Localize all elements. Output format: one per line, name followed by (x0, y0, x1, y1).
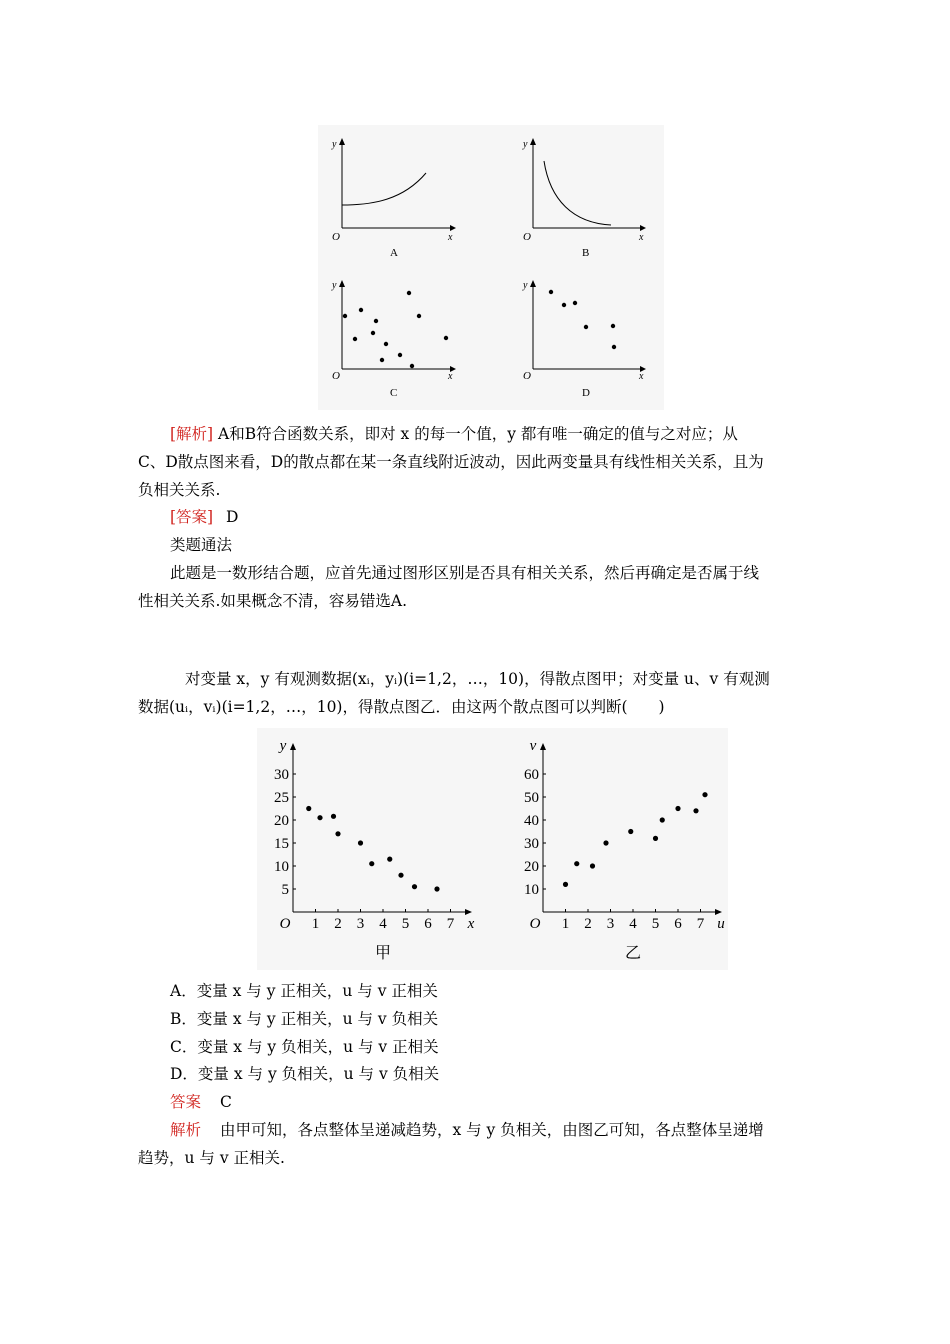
axis-y-label: y (332, 139, 337, 150)
answer2 (170, 1091, 850, 1113)
scatter-point (387, 857, 392, 862)
figure-abcd (318, 125, 664, 410)
origin-label: O (332, 370, 340, 382)
scatter-point (353, 337, 357, 341)
y-tick-label: 50 (524, 790, 539, 806)
x-tick-label: 1 (311, 916, 320, 932)
origin-label: O (332, 231, 340, 243)
scatter-point (380, 358, 384, 362)
question2-line1: 对变量 x，y 有观测数据(xᵢ，yᵢ)(i=1,2，…，10)，得散点图甲；对变量 u、v 有观测 (185, 670, 770, 688)
chart-title: 乙 (624, 945, 642, 962)
answer1 (170, 506, 850, 528)
option-c: C．变量 x 与 y 负相关，u 与 v 正相关 (170, 1038, 439, 1056)
axis-y-label: y (523, 280, 528, 291)
x-tick-label: 3 (606, 916, 615, 932)
y-tick-label: 30 (274, 767, 289, 783)
figure-scatter-jia-yi (257, 728, 728, 970)
scatter-point (573, 301, 577, 305)
scatter-point (331, 814, 336, 819)
method-line1: 此题是一数形结合题，应首先通过图形区别是否具有相关关系，然后再确定是否属于线 (170, 564, 760, 582)
method-title: 类题通法 (170, 536, 233, 554)
y-tick-label: 10 (274, 859, 289, 875)
x-tick-label: 7 (446, 916, 455, 932)
axis-x-label: x (639, 232, 644, 243)
scatter-point (612, 345, 616, 349)
analysis2-line2: 趋势，u 与 v 正相关. (138, 1149, 285, 1167)
scatter-point (369, 861, 374, 866)
scatter-point (628, 829, 633, 834)
panel-label: D (582, 387, 590, 399)
chart-title: 甲 (374, 945, 392, 962)
option-d: D．变量 x 与 y 负相关，u 与 v 负相关 (170, 1065, 440, 1083)
scatter-point (358, 840, 363, 845)
scatter-point (412, 884, 417, 889)
scatter-point (407, 291, 411, 295)
x-tick-label: 6 (424, 916, 432, 932)
analysis2-text1: 由甲可知，各点整体呈递减趋势，x 与 y 负相关，由图乙可知，各点整体呈递增 (219, 1121, 764, 1139)
scatter-point (675, 806, 680, 811)
scatter-point (574, 861, 579, 866)
analysis2-line1 (170, 1119, 850, 1141)
y-tick-label: 40 (524, 813, 539, 829)
scatter-point (611, 324, 615, 328)
x-tick-label: 3 (356, 916, 365, 932)
y-tick-label: 15 (274, 836, 289, 852)
scatter-point (584, 325, 588, 329)
scatter-point (384, 342, 388, 346)
analysis1-line3: 负相关关系. (138, 481, 221, 499)
origin-label: O (279, 916, 291, 932)
scatter-point (549, 290, 553, 294)
analysis2-tag: 解析 (170, 1121, 202, 1139)
scatter-point (306, 806, 311, 811)
analysis1-line2: C、D散点图来看，D的散点都在某一条直线附近波动，因此两变量具有线性相关关系，且为 (138, 453, 764, 471)
scatter-point (417, 314, 421, 318)
scatter-point (563, 882, 568, 887)
x-axis-label: u (717, 916, 725, 932)
y-tick-label: 60 (524, 767, 539, 783)
y-tick-label: 20 (524, 859, 539, 875)
scatter-point (398, 353, 402, 357)
x-tick-label: 1 (561, 916, 570, 932)
scatter-point (660, 817, 665, 822)
option-b: B．变量 x 与 y 正相关，u 与 v 负相关 (170, 1010, 439, 1028)
y-tick-label: 30 (524, 836, 539, 852)
axis-x-label: x (448, 232, 453, 243)
origin-label: O (523, 231, 531, 243)
analysis1-tag: [解析] (170, 425, 214, 443)
scatter-point (359, 308, 363, 312)
y-tick-label: 25 (274, 790, 289, 806)
scatter-point (562, 303, 566, 307)
scatter-point (653, 836, 658, 841)
answer1-tag: [答案] (170, 508, 214, 526)
x-axis-label: x (467, 916, 475, 932)
x-tick-label: 4 (629, 916, 637, 932)
x-tick-label: 5 (401, 916, 410, 932)
scatter-point (374, 319, 378, 323)
scatter-point (398, 873, 403, 878)
question2-line2: 数据(uᵢ，vᵢ)(i=1,2，…，10)，得散点图乙．由这两个散点图可以判断( ) (138, 698, 665, 716)
axis-x-label: x (448, 371, 453, 382)
y-axis-label: v (529, 738, 537, 754)
scatter-point (590, 863, 595, 868)
scatter-point (343, 314, 347, 318)
scatter-point (603, 840, 608, 845)
scatter-point (693, 808, 698, 813)
option-a: A．变量 x 与 y 正相关，u 与 v 正相关 (170, 982, 438, 1000)
panel-label: A (390, 247, 398, 259)
scatter-point (410, 364, 414, 368)
scatter-point (702, 792, 707, 797)
x-tick-label: 6 (674, 916, 682, 932)
answer1-value: D (226, 508, 239, 526)
x-tick-label: 2 (334, 916, 342, 932)
y-tick-label: 10 (524, 882, 539, 898)
axis-x-label: x (639, 371, 644, 382)
scatter-point (371, 331, 375, 335)
scatter-point (335, 831, 340, 836)
y-tick-label: 5 (281, 882, 289, 898)
answer2-value: C (219, 1093, 232, 1111)
origin-label: O (529, 916, 541, 932)
x-tick-label: 5 (651, 916, 660, 932)
origin-label: O (523, 370, 531, 382)
panel-label: B (582, 247, 590, 259)
x-tick-label: 2 (584, 916, 592, 932)
method-line2: 性相关关系.如果概念不清，容易错选A. (138, 592, 408, 610)
x-tick-label: 4 (379, 916, 387, 932)
scatter-point (444, 336, 448, 340)
axis-y-label: y (523, 139, 528, 150)
scatter-point (434, 886, 439, 891)
analysis1-text1: A和B符合函数关系，即对 x 的每一个值，y 都有唯一确定的值与之对应；从 (218, 425, 738, 443)
analysis1-line1 (170, 423, 850, 445)
y-axis-label: y (279, 738, 287, 754)
panel-label: C (390, 387, 398, 399)
answer2-tag: 答案 (170, 1093, 202, 1111)
x-tick-label: 7 (696, 916, 705, 932)
scatter-point (317, 815, 322, 820)
axis-y-label: y (332, 280, 337, 291)
y-tick-label: 20 (274, 813, 289, 829)
